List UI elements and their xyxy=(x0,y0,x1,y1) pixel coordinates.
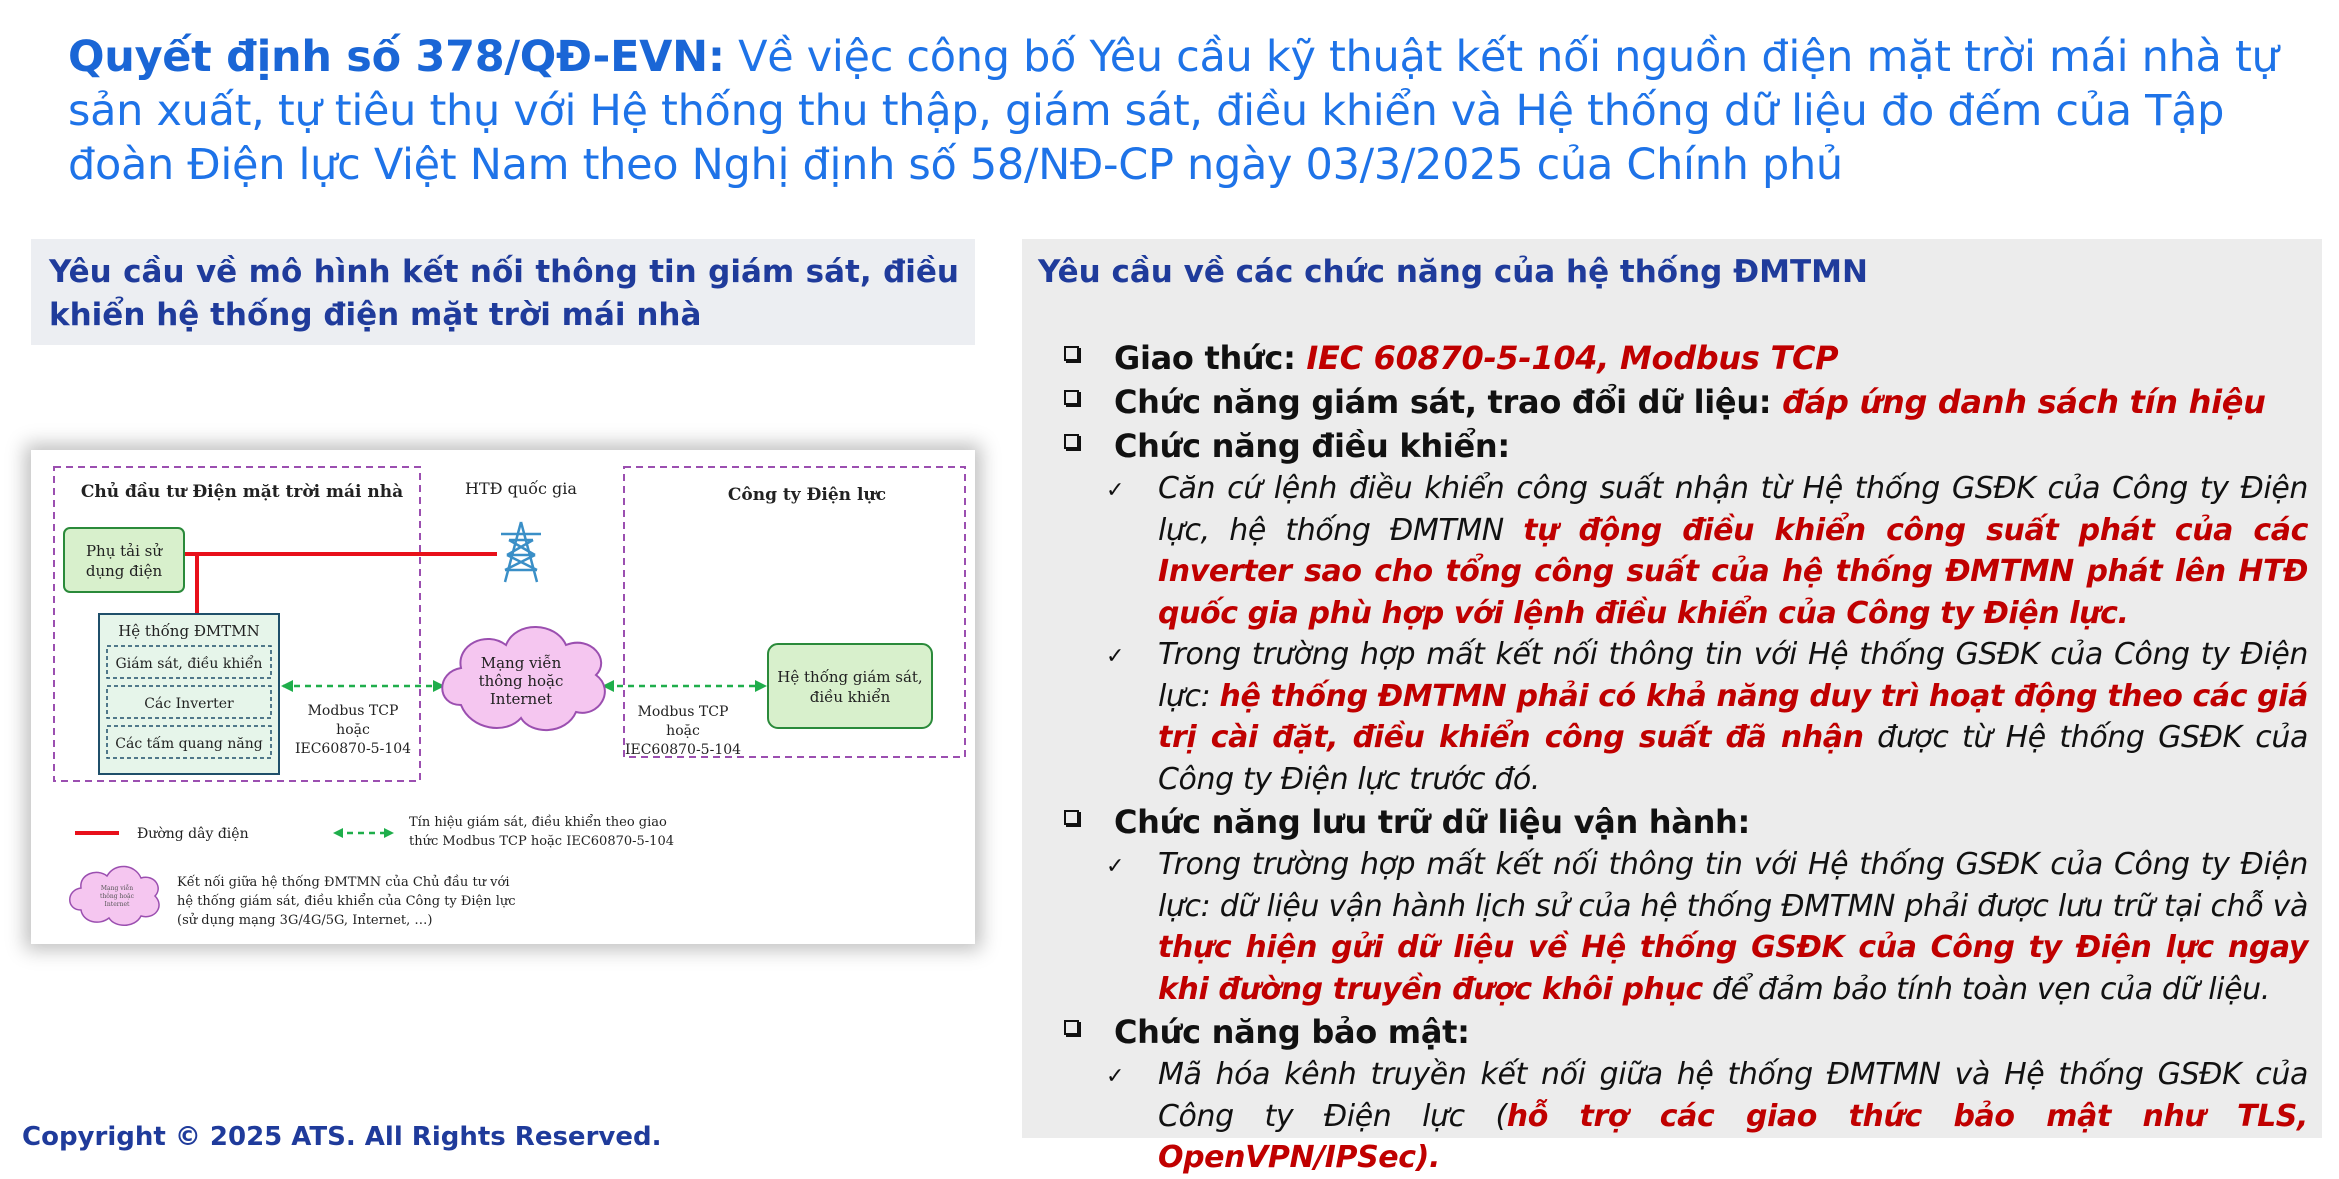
protocol-label: IEC60870-5-104 xyxy=(624,742,742,758)
utility-monitoring-system-box xyxy=(768,644,932,728)
system-item-inverters: Các Inverter xyxy=(144,696,234,712)
page-title xyxy=(68,30,2318,192)
network-label-1: Mạng viễn xyxy=(480,654,562,672)
arrow-head xyxy=(281,680,293,692)
arrow-head xyxy=(755,680,767,692)
check-mark-icon: ✓ xyxy=(1106,854,1125,879)
power-line xyxy=(176,554,497,614)
legend-cloud-icon-label: Internet xyxy=(104,901,130,908)
copyright-notice: Copyright © 2025 ATS. All Rights Reserved. xyxy=(22,1122,662,1152)
checkbox-bullet-icon xyxy=(1064,390,1079,405)
load-label-1: Phụ tải sử xyxy=(85,542,163,560)
list-item-monitoring xyxy=(1038,380,2308,424)
functions-panel xyxy=(1022,239,2322,1175)
title-decision-number: Quyết định số 378/QĐ-EVN: xyxy=(68,32,725,82)
data-storage-label: Chức năng lưu trữ dữ liệu vận hành: xyxy=(1114,803,1751,841)
checkbox-bullet-icon xyxy=(1064,434,1079,449)
transmission-tower-icon xyxy=(501,522,541,582)
legend-cloud-label-3: (sử dụng mạng 3G/4G/5G, Internet, …) xyxy=(177,913,433,928)
control-sub2-tail: được từ Hệ thống GSĐK của Công ty Điện lực trước đó. xyxy=(1158,720,2308,797)
utility-system-label-2: điều khiển xyxy=(809,688,891,706)
functions-heading: Yêu cầu về các chức năng của hệ thống ĐMTMN xyxy=(1038,254,1868,290)
security-sub1-text: Mã hóa kênh truyền kết nối giữa hệ thống ĐMTMN và Hệ thống GSĐK của Công ty Điện lực ( xyxy=(1158,1057,2308,1134)
check-mark-icon: ✓ xyxy=(1106,1064,1125,1089)
storage-subitem-1 xyxy=(1106,844,2308,1010)
control-subitem-1 xyxy=(1106,468,2308,634)
functions-list xyxy=(1038,336,2308,1179)
legend-cloud-label-2: hệ thống giám sát, điều khiển của Công ty Điện lực xyxy=(177,894,516,909)
legend-cloud-icon-label: thông hoặc xyxy=(100,893,134,900)
monitoring-label: Chức năng giám sát, trao đổi dữ liệu: xyxy=(1114,383,1783,421)
connection-diagram xyxy=(31,450,975,944)
list-item-control xyxy=(1038,424,2308,468)
security-subitem-1 xyxy=(1106,1054,2309,1179)
legend-cloud-icon-label: Mạng viễn xyxy=(100,885,134,892)
monitoring-value: đáp ứng danh sách tín hiệu xyxy=(1782,383,2266,421)
arrow-head xyxy=(384,828,394,838)
list-item-protocol xyxy=(1038,336,2308,380)
checkbox-bullet-icon xyxy=(1064,346,1079,361)
security-label: Chức năng bảo mật: xyxy=(1114,1013,1470,1051)
system-item-pv-panels: Các tấm quang năng xyxy=(115,736,263,752)
arrow-head xyxy=(333,828,343,838)
load-label-2: dụng điện xyxy=(85,562,163,580)
checkbox-bullet-icon xyxy=(1064,1020,1079,1035)
control-subitem-2 xyxy=(1106,634,2308,800)
protocol-label: Giao thức: xyxy=(1114,339,1307,377)
connection-model-heading: Yêu cầu về mô hình kết nối thông tin giám sát, điều khiển hệ thống điện mặt trời mái nhà xyxy=(49,254,959,333)
protocol-label: IEC60870-5-104 xyxy=(294,741,412,757)
legend-power-label: Đường dây điện xyxy=(137,826,249,842)
network-label-3: Internet xyxy=(489,690,553,708)
load-box xyxy=(64,528,184,592)
check-mark-icon: ✓ xyxy=(1106,478,1125,503)
title-description: Về việc công bố Yêu cầu kỹ thuật kết nối nguồn điện mặt trời mái nhà tự sản xuất, tự tiêu thụ với Hệ thống thu thập, giám sát, điều khiển và Hệ thống dữ liệu đo đếm của Tập đoàn Điện lực Việt Nam theo Nghị định số 58/NĐ-CP ngày 03/3/2025 của Chính phủ xyxy=(68,32,2279,190)
system-title: Hệ thống ĐMTMN xyxy=(118,622,260,640)
investor-title: Chủ đầu tư Điện mặt trời mái nhà xyxy=(80,482,404,502)
storage-sub1-tail: để đảm bảo tính toàn vẹn của dữ liệu. xyxy=(1702,971,2270,1007)
protocol-label: hoặc xyxy=(666,723,700,739)
checkbox-bullet-icon xyxy=(1064,810,1079,825)
list-item-data-storage xyxy=(1038,800,2308,844)
protocol-label: Modbus TCP xyxy=(637,704,729,720)
protocol-label: hoặc xyxy=(336,722,370,738)
control-sub1-text: Căn cứ lệnh điều khiển công suất nhận từ Hệ thống GSĐK của Công ty Điện lực, hệ thống ĐMTMN xyxy=(1158,471,2308,548)
network-label-2: thông hoặc xyxy=(478,672,564,690)
storage-sub1-highlight: thực hiện gửi dữ liệu về Hệ thống GSĐK của Công ty Điện lực ngay khi đường truyền được khôi phục xyxy=(1158,930,2308,1007)
check-mark-icon: ✓ xyxy=(1106,644,1125,669)
system-item-monitoring: Giám sát, điều khiển xyxy=(115,656,263,672)
control-sub2-text: Trong trường hợp mất kết nối thông tin với Hệ thống GSĐK của Công ty Điện lực: xyxy=(1158,637,2308,714)
storage-sub1-text: Trong trường hợp mất kết nối thông tin với Hệ thống GSĐK của Công ty Điện lực: dữ liệu vận hành lịch sử của hệ thống ĐMTMN phải được lưu trữ tại chỗ và xyxy=(1158,847,2308,924)
control-label: Chức năng điều khiển: xyxy=(1114,427,1510,465)
national-grid-label: HTĐ quốc gia xyxy=(465,479,577,498)
control-sub2-highlight: hệ thống ĐMTMN phải có khả năng duy trì hoạt động theo các giá trị cài đặt, điều khiển công suất đã nhận xyxy=(1158,678,2308,755)
connection-model-header xyxy=(31,239,975,345)
protocol-value: IEC 60870-5-104, Modbus TCP xyxy=(1306,339,1839,377)
legend-signal-label-1: Tín hiệu giám sát, điều khiển theo giao xyxy=(409,815,667,830)
security-sub1-highlight: hỗ trợ các giao thức bảo mật như TLS, OpenVPN/IPSec). xyxy=(1158,1098,2309,1175)
legend-signal-label-2: thức Modbus TCP hoặc IEC60870-5-104 xyxy=(409,834,674,849)
control-sub1-highlight: tự động điều khiển công suất phát của các Inverter sao cho tổng công suất của hệ thống ĐMTMN phát lên HTĐ quốc gia phù hợp với lệnh điều khiển của Công ty Điện lực. xyxy=(1158,512,2308,631)
utility-system-label-1: Hệ thống giám sát, xyxy=(777,668,923,686)
protocol-label: Modbus TCP xyxy=(307,703,399,719)
utility-title: Công ty Điện lực xyxy=(727,485,887,505)
legend-cloud-label-1: Kết nối giữa hệ thống ĐMTMN của Chủ đầu tư với xyxy=(177,875,510,890)
list-item-security xyxy=(1038,1010,2308,1054)
